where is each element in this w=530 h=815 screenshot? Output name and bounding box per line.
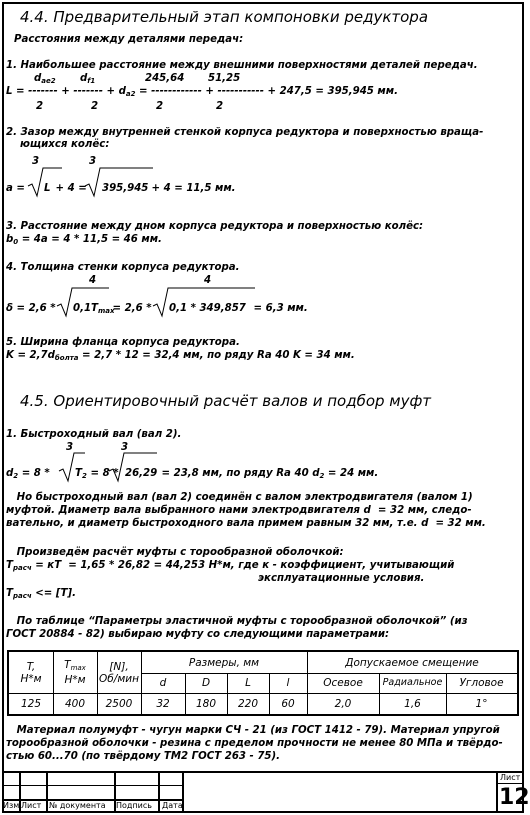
stamp-col-change: Изм xyxy=(3,801,20,810)
item1-denominator-1: 2 xyxy=(36,101,44,112)
coupling-paragraph-line3: вательно, и диаметр быстроходного вала примем равным 32 мм, т.е. d = 32 мм. xyxy=(6,518,486,529)
item3-heading: 3. Расстояние между дном корпуса редуктора и поверхностью колёс: xyxy=(6,221,424,232)
col-header-torque: T, Н*м xyxy=(20,660,42,685)
item2-result: + 4 = 11,5 мм. xyxy=(148,183,236,194)
table-cell: 180 xyxy=(195,698,217,710)
col-header-d: d xyxy=(159,677,167,689)
item1-denominator-2: 2 xyxy=(91,101,99,112)
stamp-col-sheet: Лист xyxy=(21,801,42,810)
item1-denominator-4: 2 xyxy=(216,101,224,112)
coupling-paragraph-line1: Но быстроходный вал (вал 2) соединён с валом электродвигателя (валом 1) xyxy=(6,492,473,503)
item2-radicand-2: 395,945 xyxy=(102,183,149,194)
calc-conditions: эксплуатационные условия. xyxy=(258,573,425,584)
item4-lhs: δ = 2,6 * xyxy=(6,303,56,314)
shaft-radicand-2: 26,29 xyxy=(125,468,158,479)
table-cell: 1,6 xyxy=(404,698,421,710)
item5-formula: $K = 2,7d_{болта} = 2,7 * 12 = 32,4$ мм, по ряду Ra 40 K = 34 мм. xyxy=(6,350,355,362)
item1-top-d: $d_{ae2}$ xyxy=(34,73,56,85)
shaft-radicand-1: $T_2$ xyxy=(75,468,87,480)
item2-radicand-1: L xyxy=(44,183,51,194)
shaft-heading: 1. Быстроходный вал (вал 2). xyxy=(6,429,182,440)
shaft-mid: = 8 * xyxy=(87,468,119,479)
col-header-angular: Угловое xyxy=(459,677,504,689)
item4-radicand-2: 0,1 * 349,857 xyxy=(169,303,246,314)
calc-condition: $T_{расч} <= [T]$. xyxy=(6,588,76,600)
calc-formula: $T_{расч}$ = кT = 1,65 * 26,82 = 44,253 Н*м, где к - коэффициент, учитывающий xyxy=(6,560,455,572)
col-header-L: L xyxy=(245,677,251,689)
col-group-shift: Допускаемое смещение xyxy=(345,656,479,669)
item4-mid: = 2,6 * xyxy=(109,303,152,314)
col-group-sizes: Размеры, мм xyxy=(188,656,260,669)
coupling-parameters-table xyxy=(7,650,519,716)
col-header-speed: [N], Об/мин xyxy=(99,660,139,685)
section-4-4-title: 4.4. Предварительный этап компоновки редуктора xyxy=(20,8,429,26)
material-line2: торообразной оболочки - резина с пределом прочности не менее 80 МПа и твёрдо- xyxy=(6,738,503,749)
item2-mid: + 4 = xyxy=(52,183,87,194)
item2-root-index-2: 3 xyxy=(89,156,97,167)
item1-top-v1: 245,64 xyxy=(145,73,185,84)
item5-heading: 5. Ширина фланца корпуса редуктора. xyxy=(6,337,240,348)
shaft-root-index-1: 3 xyxy=(66,442,74,453)
stamp-col-document: № документа xyxy=(49,801,106,810)
item2-root-index-1: 3 xyxy=(32,156,40,167)
shaft-result: = 23,8 мм, по ряду Ra 40 $d_2 = 24$ мм. xyxy=(158,468,379,480)
item4-root-index-2: 4 xyxy=(204,275,212,286)
item1-top-v2: 51,25 xyxy=(208,73,241,84)
table-intro-line2: ГОСТ 20884 - 82) выбираю муфту со следующими параметрами: xyxy=(6,629,390,640)
page-number: 12 xyxy=(499,785,530,810)
table-cell: 125 xyxy=(20,698,42,710)
item4-root-index-1: 4 xyxy=(89,275,97,286)
item4-heading: 4. Толщина стенки корпуса редуктора. xyxy=(6,262,240,273)
title-block xyxy=(2,743,530,813)
shaft-lhs: $d_2 = 8$ * xyxy=(6,468,50,480)
material-line3: стью 60...70 (по твёрдому ТМ2 ГОСТ 263 - 75). xyxy=(6,751,281,762)
item1-formula: L = ------- + ------- + $d_{a2}$ = ------------ + ----------- + 247,5 = 395,945 мм. xyxy=(6,86,398,98)
stamp-col-date: Дата xyxy=(162,801,183,810)
item2-lhs: a = xyxy=(6,183,25,194)
col-header-axial: Осевое xyxy=(323,677,363,689)
col-header-radial: Радиальное xyxy=(382,677,443,688)
item1-top-d2: $d_{f1}$ xyxy=(80,73,96,85)
item4-radicand-1: $0,1T_{max}$ xyxy=(73,303,115,315)
material-line1: Материал полумуфт - чугун марки СЧ - 21 (из ГОСТ 1412 - 79). Материал упругой xyxy=(6,725,500,736)
table-cell: 60 xyxy=(281,698,295,710)
calc-heading: Произведём расчёт муфты с торообразной оболочкой: xyxy=(6,547,344,558)
table-cell: 2500 xyxy=(105,698,133,710)
item3-formula: $b_0 = 4a = 4 * 11,5 = 46$ мм. xyxy=(6,234,162,246)
stamp-sheet-label: Лист xyxy=(500,773,521,782)
col-header-l: l xyxy=(286,677,290,689)
coupling-paragraph-line2: муфтой. Диаметр вала выбранного нами электродвигателя d = 32 мм, следо- xyxy=(6,505,472,516)
stamp-col-signature: Подпись xyxy=(116,801,152,810)
item4-result: = 6,3 мм. xyxy=(250,303,308,314)
col-header-max-torque: $T_{max}$ Н*м xyxy=(64,659,86,686)
table-cell: 400 xyxy=(64,698,86,710)
table-intro-line1: По таблице “Параметры эластичной муфты с торообразной оболочкой” (из xyxy=(6,616,468,627)
table-cell: 2,0 xyxy=(334,698,352,710)
item2-heading-line2: ющихся колёс: xyxy=(20,139,110,150)
shaft-root-index-2: 3 xyxy=(121,442,129,453)
table-cell: 220 xyxy=(237,698,259,710)
item2-heading-line1: 2. Зазор между внутренней стенкой корпуса редуктора и поверхностью враща- xyxy=(6,127,484,138)
table-cell: 1° xyxy=(475,698,488,710)
item1-denominator-3: 2 xyxy=(156,101,164,112)
item1-heading: 1. Наибольшее расстояние между внешними поверхностями деталей передач. xyxy=(6,60,478,71)
table-cell: 32 xyxy=(156,698,170,710)
section-4-5-title: 4.5. Ориентировочный расчёт валов и подбор муфт xyxy=(20,392,432,410)
col-header-D: D xyxy=(201,677,211,689)
section-4-4-intro: Расстояния между деталями передач: xyxy=(14,34,244,45)
